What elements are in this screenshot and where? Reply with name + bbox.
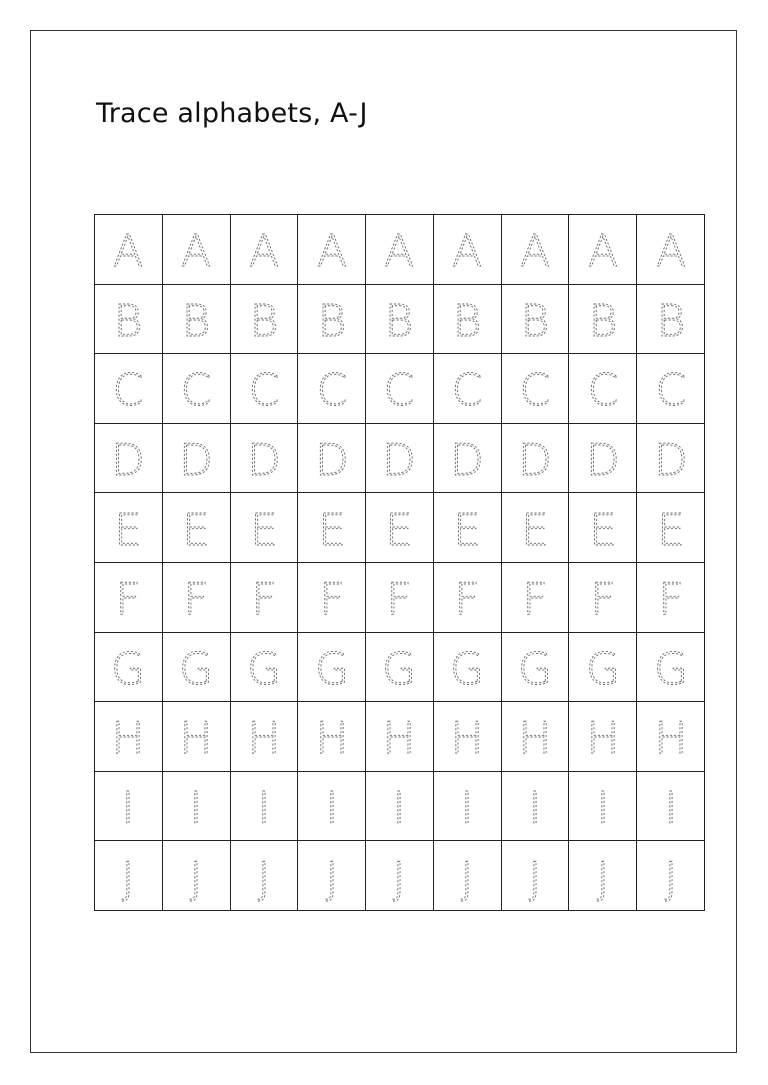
dotted-letter-j (652, 851, 690, 904)
trace-letter-text: H (586, 713, 620, 765)
trace-letter-text: F (115, 574, 142, 626)
dotted-letter-d (177, 433, 215, 487)
trace-letter-text: J (392, 852, 406, 904)
trace-letter-text: E (182, 504, 211, 556)
trace-cell-f[interactable] (95, 563, 163, 633)
dotted-letter-d (109, 433, 147, 487)
trace-letter-text: B (452, 295, 482, 347)
dotted-letter-i (177, 781, 215, 835)
trace-letter-text: H (382, 713, 417, 765)
trace-letter-text: F (590, 574, 616, 626)
trace-letter-text: I (325, 783, 339, 835)
trace-cell-h[interactable] (95, 702, 163, 772)
dotted-letter-f (313, 572, 351, 626)
trace-cell-d[interactable] (637, 424, 705, 494)
dotted-letter-c (313, 363, 351, 417)
trace-cell-g[interactable] (366, 633, 434, 703)
dotted-letter-c (516, 363, 554, 417)
dotted-letter-h (177, 711, 215, 765)
trace-letter-text: B (113, 295, 143, 347)
trace-letter-text: B (656, 295, 686, 347)
trace-cell-c[interactable] (231, 354, 299, 424)
trace-letter-text: J (325, 852, 339, 904)
trace-cell-d[interactable] (298, 424, 366, 494)
trace-cell-i[interactable] (637, 772, 705, 842)
trace-cell-j[interactable] (569, 841, 637, 911)
dotted-letter-h (313, 711, 351, 765)
trace-cell-g[interactable] (434, 633, 502, 703)
trace-cell-c[interactable] (298, 354, 366, 424)
trace-cell-d[interactable] (163, 424, 231, 494)
dotted-letter-d (245, 433, 283, 487)
trace-letter-text: G (585, 643, 620, 695)
trace-letter-text: D (382, 435, 417, 487)
dotted-letter-i (380, 781, 418, 835)
dotted-letter-g (313, 642, 351, 695)
trace-cell-i[interactable] (434, 772, 502, 842)
trace-letter-text: E (385, 504, 414, 556)
trace-cell-d[interactable] (95, 424, 163, 494)
trace-cell-j[interactable] (637, 841, 705, 911)
trace-letter-text: B (588, 295, 618, 347)
trace-letter-text: F (386, 574, 413, 626)
trace-cell-j[interactable] (502, 841, 570, 911)
dotted-letter-d (448, 433, 486, 487)
trace-letter-text: B (181, 295, 211, 347)
dotted-letter-g (652, 642, 690, 695)
trace-cell-f[interactable] (637, 563, 705, 633)
trace-letter-text: J (528, 852, 542, 904)
trace-cell-c[interactable] (95, 354, 163, 424)
page-title: Trace alphabets, A-J (96, 98, 368, 129)
dotted-letter-e (245, 503, 283, 556)
trace-cell-b[interactable] (366, 285, 434, 355)
trace-cell-g[interactable] (95, 633, 163, 703)
trace-cell-e[interactable] (298, 493, 366, 563)
dotted-letter-f (177, 572, 215, 626)
trace-cell-j[interactable] (298, 841, 366, 911)
trace-letter-text: C (384, 365, 415, 417)
dotted-letter-j (109, 851, 147, 904)
trace-letter-text: F (319, 574, 345, 626)
trace-cell-d[interactable] (434, 424, 502, 494)
trace-cell-b[interactable] (231, 285, 299, 355)
dotted-letter-i (516, 781, 554, 835)
dotted-letter-i (245, 781, 283, 835)
dotted-letter-b (380, 294, 418, 347)
trace-cell-i[interactable] (569, 772, 637, 842)
dotted-letter-e (448, 503, 486, 556)
trace-cell-j[interactable] (434, 841, 502, 911)
trace-letter-text: G (382, 643, 417, 695)
trace-letter-text: G (450, 643, 485, 695)
dotted-letter-a (448, 224, 486, 278)
trace-letter-text: I (257, 783, 271, 835)
trace-cell-a[interactable] (231, 215, 299, 285)
trace-letter-text: D (314, 435, 349, 487)
trace-cell-e[interactable] (95, 493, 163, 563)
trace-cell-g[interactable] (502, 633, 570, 703)
trace-letter-text: I (528, 783, 542, 835)
trace-letter-text: B (317, 295, 347, 347)
dotted-letter-f (652, 572, 690, 626)
trace-letter-text: H (247, 713, 281, 765)
dotted-letter-e (584, 503, 622, 556)
dotted-letter-j (313, 851, 351, 904)
trace-cell-a[interactable] (569, 215, 637, 285)
dotted-letter-j (245, 851, 283, 904)
trace-cell-b[interactable] (95, 285, 163, 355)
dotted-letter-f (245, 572, 283, 626)
trace-cell-j[interactable] (231, 841, 299, 911)
dotted-letter-b (516, 294, 554, 347)
trace-letter-text: F (522, 574, 548, 626)
dotted-letter-g (109, 642, 147, 695)
dotted-letter-c (177, 363, 215, 417)
dotted-letter-e (516, 503, 554, 556)
dotted-letter-b (245, 294, 283, 347)
trace-cell-a[interactable] (163, 215, 231, 285)
trace-letter-text: C (316, 365, 348, 417)
trace-cell-a[interactable] (95, 215, 163, 285)
tracing-grid (94, 214, 705, 911)
trace-letter-text: C (248, 365, 280, 417)
dotted-letter-b (448, 294, 486, 347)
trace-letter-text: E (588, 504, 617, 556)
dotted-letter-b (109, 294, 147, 347)
trace-letter-text: D (585, 435, 620, 487)
trace-cell-h[interactable] (298, 702, 366, 772)
trace-cell-e[interactable] (569, 493, 637, 563)
dotted-letter-c (652, 363, 690, 417)
trace-cell-a[interactable] (502, 215, 570, 285)
trace-cell-i[interactable] (231, 772, 299, 842)
trace-letter-text: D (653, 435, 688, 487)
dotted-letter-g (245, 642, 283, 695)
trace-letter-text: A (181, 226, 212, 278)
worksheet-page (30, 30, 737, 1053)
dotted-letter-i (652, 781, 690, 835)
trace-letter-text: E (521, 504, 549, 556)
dotted-letter-f (448, 572, 486, 626)
trace-letter-text: D (450, 435, 485, 487)
dotted-letter-i (313, 781, 351, 835)
dotted-letter-g (380, 642, 418, 695)
trace-cell-i[interactable] (95, 772, 163, 842)
trace-letter-text: A (587, 226, 618, 278)
trace-cell-g[interactable] (637, 633, 705, 703)
trace-cell-e[interactable] (434, 493, 502, 563)
trace-letter-text: C (180, 365, 212, 417)
trace-letter-text: I (121, 783, 135, 835)
dotted-letter-j (516, 851, 554, 904)
dotted-letter-h (652, 711, 690, 765)
trace-cell-e[interactable] (231, 493, 299, 563)
trace-cell-d[interactable] (366, 424, 434, 494)
dotted-letter-c (448, 363, 486, 417)
trace-cell-e[interactable] (502, 493, 570, 563)
trace-letter-text: A (248, 226, 279, 278)
dotted-letter-a (313, 224, 351, 278)
dotted-letter-e (109, 503, 147, 556)
trace-cell-f[interactable] (298, 563, 366, 633)
trace-letter-text: J (596, 852, 610, 904)
trace-cell-f[interactable] (366, 563, 434, 633)
dotted-letter-f (109, 572, 147, 626)
trace-letter-text: H (654, 713, 688, 765)
trace-letter-text: A (655, 226, 686, 278)
trace-cell-h[interactable] (231, 702, 299, 772)
dotted-letter-h (516, 711, 554, 765)
dotted-letter-c (245, 363, 283, 417)
trace-cell-i[interactable] (366, 772, 434, 842)
trace-cell-e[interactable] (366, 493, 434, 563)
trace-letter-text: I (596, 783, 610, 835)
trace-cell-g[interactable] (163, 633, 231, 703)
trace-letter-text: B (249, 295, 279, 347)
trace-cell-d[interactable] (569, 424, 637, 494)
dotted-letter-a (177, 224, 215, 278)
trace-cell-f[interactable] (569, 563, 637, 633)
dotted-letter-c (380, 363, 418, 417)
trace-cell-i[interactable] (502, 772, 570, 842)
trace-cell-e[interactable] (637, 493, 705, 563)
trace-cell-h[interactable] (637, 702, 705, 772)
dotted-letter-a (652, 224, 690, 278)
dotted-letter-g (177, 642, 215, 695)
trace-cell-h[interactable] (502, 702, 570, 772)
trace-letter-text: C (451, 365, 483, 417)
trace-letter-text: G (179, 643, 214, 695)
dotted-letter-b (177, 294, 215, 347)
trace-letter-text: J (121, 852, 135, 904)
trace-letter-text: H (179, 713, 213, 765)
trace-letter-text: A (519, 226, 551, 278)
trace-letter-text: E (656, 504, 685, 556)
trace-cell-f[interactable] (163, 563, 231, 633)
trace-letter-text: G (246, 643, 281, 695)
trace-cell-f[interactable] (502, 563, 570, 633)
dotted-letter-a (584, 224, 622, 278)
dotted-letter-d (313, 433, 351, 487)
trace-letter-text: C (519, 365, 551, 417)
trace-cell-c[interactable] (434, 354, 502, 424)
dotted-letter-e (652, 503, 690, 556)
trace-letter-text: I (664, 783, 678, 835)
trace-cell-b[interactable] (434, 285, 502, 355)
dotted-letter-b (652, 294, 690, 347)
dotted-letter-d (652, 433, 690, 487)
dotted-letter-h (245, 711, 283, 765)
dotted-letter-d (516, 433, 554, 487)
trace-letter-text: F (454, 574, 480, 626)
dotted-letter-i (448, 781, 486, 835)
dotted-letter-j (177, 851, 215, 904)
trace-letter-text: B (385, 295, 414, 347)
trace-cell-f[interactable] (231, 563, 299, 633)
trace-cell-e[interactable] (163, 493, 231, 563)
dotted-letter-f (380, 572, 418, 626)
trace-cell-f[interactable] (434, 563, 502, 633)
trace-letter-text: J (189, 852, 203, 904)
trace-cell-j[interactable] (163, 841, 231, 911)
dotted-letter-e (380, 503, 418, 556)
trace-letter-text: I (189, 783, 203, 835)
trace-letter-text: G (517, 643, 553, 695)
trace-letter-text: D (179, 435, 214, 487)
trace-letter-text: F (251, 574, 277, 626)
dotted-letter-a (245, 224, 283, 278)
trace-cell-d[interactable] (231, 424, 299, 494)
dotted-letter-f (584, 572, 622, 626)
dotted-letter-b (313, 294, 351, 347)
trace-cell-g[interactable] (569, 633, 637, 703)
trace-letter-text: D (518, 435, 552, 487)
trace-cell-c[interactable] (366, 354, 434, 424)
trace-letter-text: A (113, 226, 144, 278)
trace-letter-text: G (111, 643, 146, 695)
dotted-letter-e (177, 503, 215, 556)
dotted-letter-h (584, 711, 622, 765)
trace-cell-h[interactable] (434, 702, 502, 772)
trace-letter-text: I (460, 783, 474, 835)
trace-cell-a[interactable] (298, 215, 366, 285)
dotted-letter-j (584, 851, 622, 904)
trace-cell-b[interactable] (163, 285, 231, 355)
trace-cell-i[interactable] (163, 772, 231, 842)
dotted-letter-d (584, 433, 622, 487)
trace-cell-b[interactable] (502, 285, 570, 355)
trace-letter-text: H (315, 713, 349, 765)
trace-letter-text: G (653, 643, 688, 695)
trace-letter-text: A (452, 226, 483, 278)
trace-letter-text: G (314, 643, 349, 695)
trace-cell-d[interactable] (502, 424, 570, 494)
dotted-letter-i (109, 781, 147, 835)
trace-cell-j[interactable] (366, 841, 434, 911)
trace-cell-c[interactable] (637, 354, 705, 424)
dotted-letter-c (109, 363, 147, 417)
trace-letter-text: I (392, 783, 406, 835)
trace-cell-h[interactable] (366, 702, 434, 772)
trace-cell-b[interactable] (637, 285, 705, 355)
dotted-letter-i (584, 781, 622, 835)
trace-letter-text: E (250, 504, 278, 556)
trace-letter-text: F (183, 574, 209, 626)
trace-letter-text: A (316, 226, 347, 278)
trace-cell-b[interactable] (298, 285, 366, 355)
trace-letter-text: H (450, 713, 484, 765)
dotted-letter-d (380, 433, 418, 487)
dotted-letter-j (448, 851, 486, 904)
trace-letter-text: E (453, 504, 482, 556)
trace-letter-text: E (317, 504, 346, 556)
trace-letter-text: J (460, 852, 474, 904)
dotted-letter-g (584, 642, 622, 695)
trace-letter-text: A (384, 226, 415, 278)
dotted-letter-b (584, 294, 622, 347)
dotted-letter-e (313, 503, 351, 556)
dotted-letter-a (516, 224, 554, 278)
trace-cell-a[interactable] (434, 215, 502, 285)
trace-cell-g[interactable] (298, 633, 366, 703)
trace-letter-text: F (657, 574, 684, 626)
dotted-letter-g (516, 642, 554, 695)
trace-cell-h[interactable] (163, 702, 231, 772)
trace-cell-c[interactable] (569, 354, 637, 424)
dotted-letter-h (109, 711, 147, 765)
trace-cell-a[interactable] (637, 215, 705, 285)
trace-letter-text: D (246, 435, 281, 487)
dotted-letter-a (380, 224, 418, 278)
trace-cell-g[interactable] (231, 633, 299, 703)
trace-letter-text: B (520, 295, 550, 347)
dotted-letter-h (448, 711, 486, 765)
trace-cell-b[interactable] (569, 285, 637, 355)
dotted-letter-h (380, 711, 418, 765)
trace-letter-text: C (113, 365, 144, 417)
trace-letter-text: H (518, 713, 552, 765)
trace-cell-c[interactable] (163, 354, 231, 424)
trace-cell-a[interactable] (366, 215, 434, 285)
trace-cell-i[interactable] (298, 772, 366, 842)
dotted-letter-c (584, 363, 622, 417)
dotted-letter-f (516, 572, 554, 626)
trace-letter-text: H (111, 713, 145, 765)
dotted-letter-j (380, 851, 418, 904)
dotted-letter-g (448, 642, 486, 695)
trace-letter-text: J (664, 852, 678, 904)
trace-cell-j[interactable] (95, 841, 163, 911)
trace-letter-text: D (111, 435, 146, 487)
dotted-letter-a (109, 224, 147, 278)
trace-letter-text: J (257, 852, 271, 904)
trace-letter-text: E (114, 504, 143, 556)
trace-cell-h[interactable] (569, 702, 637, 772)
trace-letter-text: C (655, 365, 686, 417)
trace-cell-c[interactable] (502, 354, 570, 424)
trace-letter-text: C (587, 365, 619, 417)
